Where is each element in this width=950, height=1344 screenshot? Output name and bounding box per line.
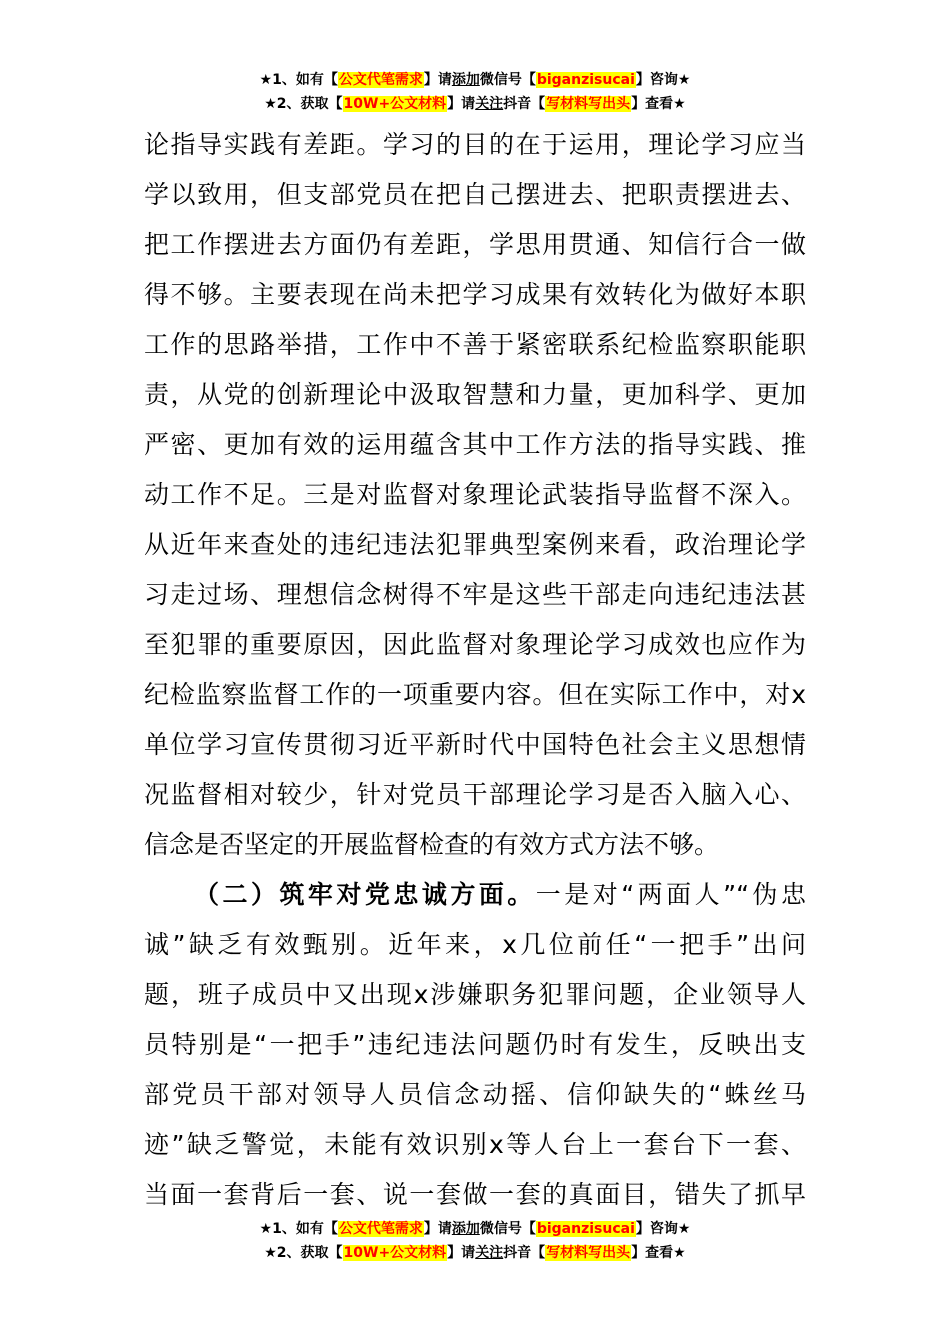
promo-line-2 — [0, 92, 950, 116]
promo-text: 微信号【 — [479, 72, 536, 88]
promo-highlight: 10W+公文材料 — [343, 1245, 447, 1261]
promo-underlined: 添加 — [451, 1221, 480, 1237]
body-line: 责，从党的创新理论中汲取智慧和力量，更加科学、更加 — [144, 380, 806, 409]
promo-text: 】请 — [447, 1245, 476, 1261]
promo-highlight: 公文代笔需求 — [338, 1221, 423, 1237]
promo-text: 】请 — [447, 96, 476, 112]
promo-text: 抖音【 — [503, 96, 546, 112]
promo-douyin-id: 写材料写出头 — [546, 96, 631, 112]
promo-text: 】咨询★ — [635, 1221, 691, 1237]
section-first-line-text: 一是对“两面人”“伪忠 — [535, 880, 806, 909]
promo-douyin-id: 写材料写出头 — [546, 1245, 631, 1261]
promo-wechat-id: biganzisucai — [536, 1221, 635, 1237]
promo-text: ★2、获取【 — [264, 96, 343, 112]
body-line: 把工作摆进去方面仍有差距，学思用贯通、知信行合一做 — [144, 230, 806, 259]
promo-underlined: 添加 — [451, 72, 480, 88]
body-line: 纪检监察监督工作的一项重要内容。但在实际工作中，对x — [144, 680, 806, 709]
promo-text: 微信号【 — [479, 1221, 536, 1237]
body-line: 部党员干部对领导人员信念动摇、信仰缺失的“蛛丝马 — [144, 1080, 806, 1109]
promo-line-1 — [0, 68, 950, 92]
body-line: 习走过场、理想信念树得不牢是这些干部走向违纪违法甚 — [144, 580, 806, 609]
body-line: 迹”缺乏警觉，未能有效识别x等人台上一套台下一套、 — [144, 1130, 806, 1159]
promo-highlight: 10W+公文材料 — [343, 96, 447, 112]
promo-text: 】查看★ — [631, 96, 686, 112]
promo-text: 】查看★ — [631, 1245, 686, 1261]
body-line: 从近年来查处的违纪违法犯罪典型案例来看，政治理论学 — [144, 530, 806, 559]
promo-text: ★1、如有【 — [259, 72, 338, 88]
promo-text: 】咨询★ — [635, 72, 691, 88]
body-line: 单位学习宣传贯彻习近平新时代中国特色社会主义思想情 — [144, 730, 806, 759]
promo-line-1 — [0, 1217, 950, 1241]
promo-text: 】请 — [423, 1221, 452, 1237]
body-line: 严密、更加有效的运用蕴含其中工作方法的指导实践、推 — [144, 430, 806, 459]
promo-highlight: 公文代笔需求 — [338, 72, 423, 88]
body-line: 学以致用，但支部党员在把自己摆进去、把职责摆进去、 — [144, 180, 806, 209]
promo-text: ★2、获取【 — [264, 1245, 343, 1261]
promo-text: 】请 — [423, 72, 452, 88]
body-line: 至犯罪的重要原因，因此监督对象理论学习成效也应作为 — [144, 630, 806, 659]
body-line: 动工作不足。三是对监督对象理论武装指导监督不深入。 — [144, 480, 806, 509]
promo-banner-top — [0, 68, 950, 116]
promo-underlined: 关注 — [475, 1245, 504, 1261]
body-line: 当面一套背后一套、说一套做一套的真面目，错失了抓早 — [144, 1180, 806, 1209]
body-line: 题，班子成员中又出现x涉嫌职务犯罪问题，企业领导人 — [144, 980, 806, 1009]
promo-line-2 — [0, 1241, 950, 1265]
body-line: 得不够。主要表现在尚未把学习成果有效转化为做好本职 — [144, 280, 806, 309]
body-line: 诚”缺乏有效甄别。近年来，x几位前任“一把手”出问 — [144, 930, 806, 959]
body-line: 况监督相对较少，针对党员干部理论学习是否入脑入心、 — [144, 780, 806, 809]
promo-banner-bottom — [0, 1217, 950, 1265]
promo-wechat-id: biganzisucai — [536, 72, 635, 88]
promo-text: ★1、如有【 — [259, 1221, 338, 1237]
body-line: 论指导实践有差距。学习的目的在于运用，理论学习应当 — [144, 130, 806, 159]
section-first-line — [144, 870, 806, 920]
body-line: 员特别是“一把手”违纪违法问题仍时有发生，反映出支 — [144, 1030, 806, 1059]
body-line: 信念是否坚定的开展监督检查的有效方式方法不够。 — [144, 830, 720, 859]
section-heading: （二）筑牢对党忠诚方面。 — [194, 880, 536, 909]
promo-text: 抖音【 — [503, 1245, 546, 1261]
promo-underlined: 关注 — [475, 96, 504, 112]
document-body — [144, 120, 806, 1220]
body-line: 工作的思路举措，工作中不善于紧密联系纪检监察职能职 — [144, 330, 806, 359]
